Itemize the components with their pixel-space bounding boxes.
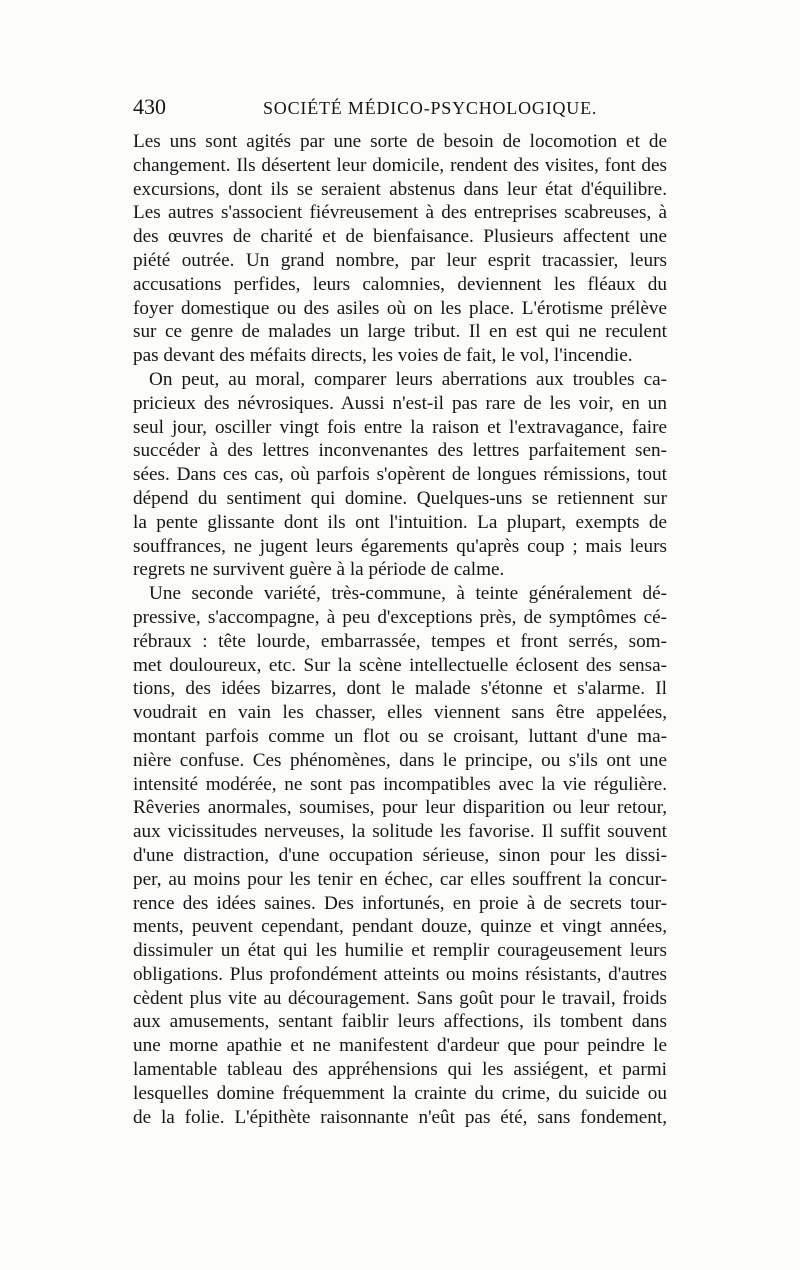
text-line: la pente glissante dont ils ont l'intuition. La plupart, exempts de [133,511,667,533]
text-line: seul jour, osciller vingt fois entre la raison et l'extravagance, faire [133,416,667,438]
text-line: succéder à des lettres inconvenantes des lettres parfaitement sen- [133,440,667,462]
text-line: intensité modérée, ne sont pas incompatibles avec la vie régulière. [133,773,667,795]
text-line: montant parfois comme un flot ou se croisant, luttant d'une ma- [133,725,667,747]
text-line: foyer domestique ou des asiles où on les place. L'érotisme prélève [133,297,667,319]
body-text [133,130,667,1129]
text-line: On peut, au moral, comparer leurs aberrations aux troubles ca- [149,368,667,390]
text-line: rébraux : tête lourde, embarrassée, tempes et front serrés, som- [133,630,667,652]
running-title: SOCIÉTÉ MÉDICO-PSYCHOLOGIQUE. [263,98,598,118]
text-line: aux vicissitudes nerveuses, la solitude les favorise. Il suffit souvent [133,821,667,843]
text-line: lamentable tableau des appréhensions qui les assiégent, et parmi [133,1059,667,1081]
text-line: tions, des idées bizarres, dont le malade s'étonne et s'alarme. Il [133,678,667,700]
text-line: dissimuler un état qui les humilie et remplir courageusement leurs [133,940,667,962]
text-line: met douloureux, etc. Sur la scène intellectuelle éclosent des sensa- [133,654,667,676]
page-header [133,92,667,122]
text-line: nière confuse. Ces phénomènes, dans le principe, ou s'ils ont une [133,749,667,771]
text-line: aux amusements, sentant faiblir leurs affections, ils tombent dans [133,1011,667,1033]
text-line: sur ce genre de malades un large tribut. Il en est qui ne reculent [133,321,667,343]
text-line: sées. Dans ces cas, où parfois s'opèrent de longues rémissions, tout [133,464,667,486]
text-line: Une seconde variété, très-commune, à teinte généralement dé- [149,583,667,605]
text-line: une morne apathie et ne manifestent d'ardeur que pour peindre le [133,1035,667,1057]
text-line: piété outrée. Un grand nombre, par leur esprit tracassier, leurs [133,249,667,271]
text-line: ments, peuvent cependant, pendant douze, quinze et vingt années, [133,916,667,938]
text-line: excursions, dont ils se seraient abstenus dans leur état d'équilibre. [133,178,667,200]
text-line: Les uns sont agités par une sorte de besoin de locomotion et de [133,131,667,152]
text-line: Rêveries anormales, soumises, pour leur disparition ou leur retour, [133,797,667,819]
text-line: regrets ne survivent guère à la période de calme. [133,559,505,581]
text-line: rence des idées saines. Des infortunés, en proie à de secrets tour- [133,892,667,914]
text-line: accusations perfides, leurs calomnies, deviennent les fléaux du [133,273,667,295]
text-line: pricieux des névrosiques. Aussi n'est-il pas rare de les voir, en un [133,392,667,414]
text-line: cèdent plus vite au découragement. Sans goût pour le travail, froids [133,987,667,1009]
text-line: obligations. Plus profondément atteints ou moins résistants, d'autres [133,963,667,985]
text-line: d'une distraction, d'une occupation sérieuse, sinon pour les dissi- [133,844,667,866]
text-line: pas devant des méfaits directs, les voies de fait, le vol, l'incendie. [133,345,633,367]
text-line: de la folie. L'épithète raisonnante n'eût pas été, sans fondement, [133,1106,667,1128]
text-line: dépend du sentiment qui domine. Quelques-uns se retiennent sur [133,487,667,509]
text-line: lesquelles domine fréquemment la crainte du crime, du suicide ou [133,1082,667,1104]
text-line: pressive, s'accompagne, à peu d'exceptions près, de symptômes cé- [133,606,667,628]
text-line: souffrances, ne jugent leurs égarements qu'après coup ; mais leurs [133,535,667,557]
page-number: 430 [133,94,166,119]
text-line: des œuvres de charité et de bienfaisance. Plusieurs affectent une [133,226,667,248]
text-line: changement. Ils désertent leur domicile, rendent des visites, font des [133,154,667,176]
text-line: Les autres s'associent fiévreusement à des entreprises scabreuses, à [133,202,667,224]
text-line: voudrait en vain les chasser, elles viennent sans être appelées, [133,702,667,724]
text-line: per, au moins pour les tenir en échec, car elles souffrent la concur- [133,868,667,890]
